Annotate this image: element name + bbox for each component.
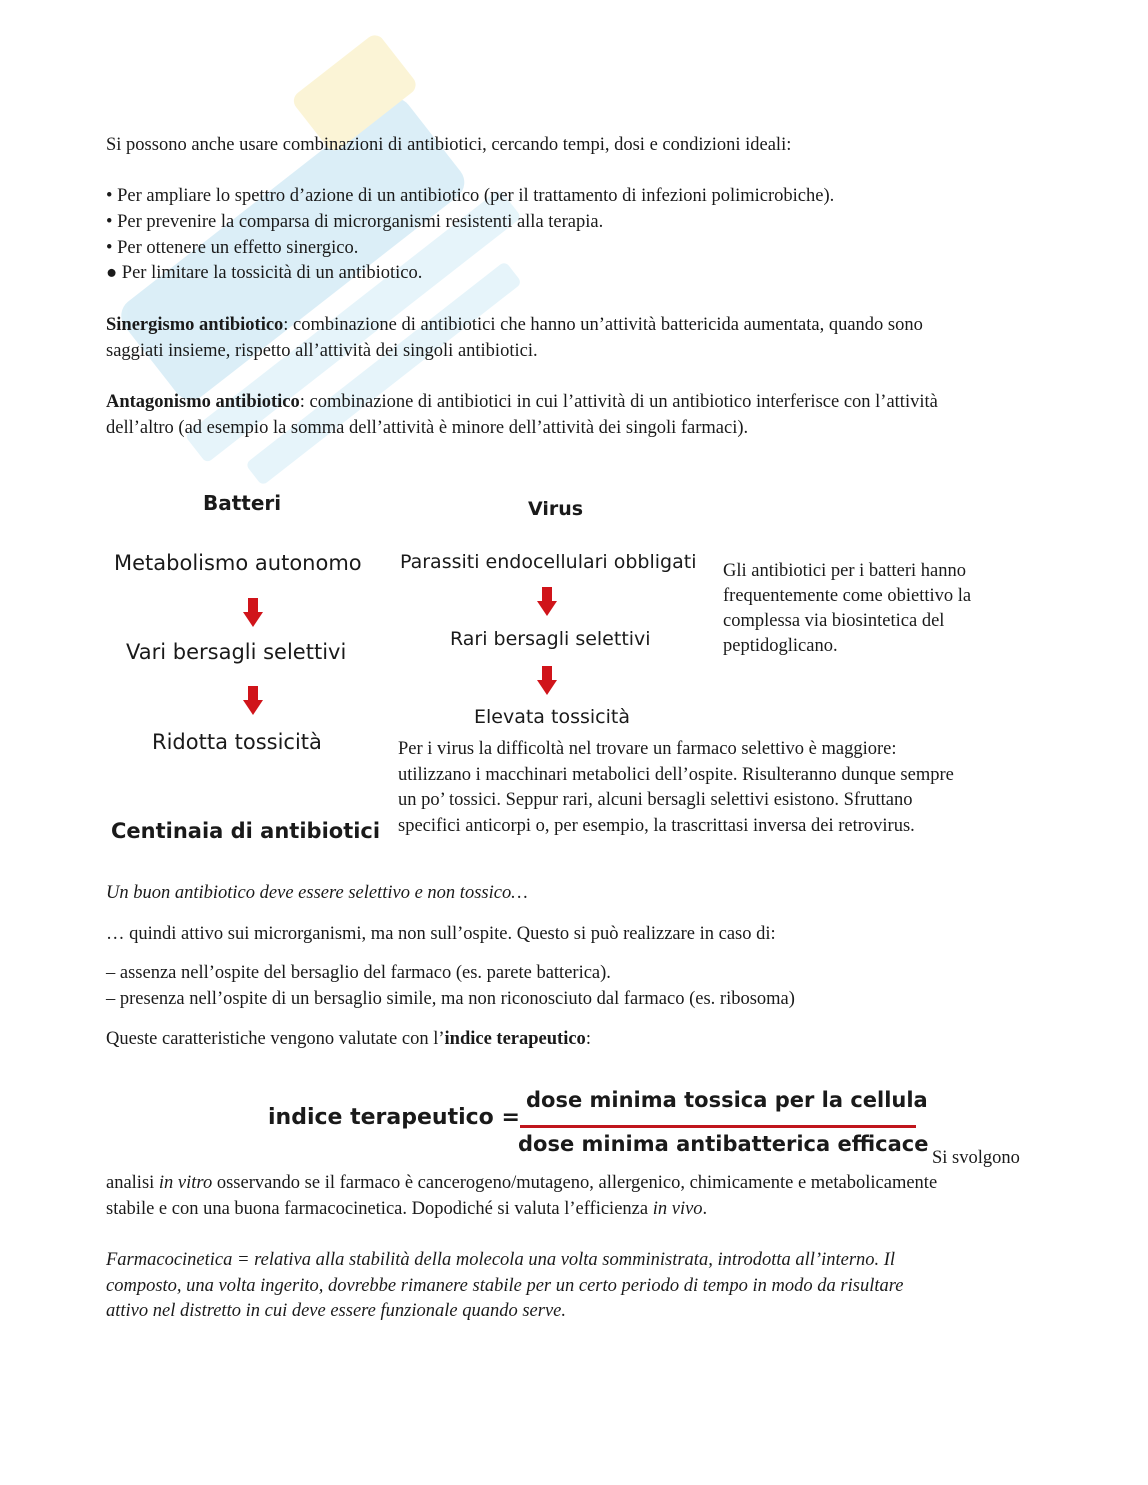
- bullet-item-1: • Per ampliare lo spettro d’azione di un antibiotico (per il trattamento di infezioni polimicrobiche).: [106, 186, 835, 206]
- virus-note-line-1: Per i virus la difficoltà nel trovare un farmaco selettivo è maggiore:: [398, 739, 897, 759]
- formula-numerator: dose minima tossica per la cellula: [526, 1088, 928, 1112]
- intro-text: Si possono anche usare combinazioni di antibiotici, cercando tempi, dosi e condizioni ideali:: [106, 135, 792, 155]
- virus-step-3: Elevata tossicità: [474, 706, 630, 728]
- arrow-down-icon: [243, 598, 263, 628]
- sinergismo-line-2: saggiati insieme, rispetto all’attività dei singoli antibiotici.: [106, 341, 538, 361]
- side-note-line-1: Gli antibiotici per i batteri hanno: [723, 561, 967, 581]
- case-line-2: – presenza nell’ospite di un bersaglio simile, ma non riconosciuto dal farmaco (es. ribosoma): [106, 989, 795, 1009]
- analysis-line-3: [106, 1196, 707, 1222]
- arrow-down-icon: [537, 587, 557, 617]
- batteri-footer: Centinaia di antibiotici: [111, 819, 381, 843]
- farmacocinetica-line-3: attivo nel distretto in cui deve essere funzionale quando serve.: [106, 1301, 566, 1321]
- batteri-step-3: Ridotta tossicità: [152, 730, 322, 754]
- antagonismo-line-2: dell’altro (ad esempio la somma dell’attività è minore dell’attività dei singoli farmaci).: [106, 418, 749, 438]
- analysis-l2-italic: in vitro: [158, 1173, 213, 1193]
- side-note-line-3: complessa via biosintetica del: [723, 611, 945, 631]
- analysis-l2-c: osservando se il farmaco è cancerogeno/mutageno, allergenico, chimicamente e metabolicamente: [212, 1173, 938, 1193]
- formula-denominator: dose minima antibatterica efficace: [518, 1132, 929, 1156]
- analysis-l2-a: analisi: [106, 1173, 159, 1193]
- virus-step-1: Parassiti endocellulari obbligati: [400, 551, 697, 573]
- bullet-item-4: ● Per limitare la tossicità di un antibiotico.: [106, 263, 423, 283]
- batteri-title: Batteri: [203, 491, 282, 515]
- formula-label: indice terapeutico =: [268, 1105, 520, 1130]
- farmacocinetica-line-2: composto, una volta ingerito, dovrebbe rimanere stabile per un certo periodo di tempo in modo da risultare: [106, 1276, 904, 1296]
- virus-note-line-3: un po’ tossici. Seppur rari, alcuni bersagli selettivi esistono. Sfruttano: [398, 790, 913, 810]
- antagonismo-line-1: [106, 389, 938, 415]
- good-antibiotic-text: Un buon antibiotico deve essere selettivo e non tossico…: [106, 883, 528, 903]
- case-line-1: – assenza nell’ospite del bersaglio del farmaco (es. parete batterica).: [106, 963, 611, 983]
- virus-note-line-2: utilizzano i macchinari metabolici dell’ospite. Risulteranno dunque sempre: [398, 765, 954, 785]
- bullet-item-2: • Per prevenire la comparsa di microrganismi resistenti alla terapia.: [106, 212, 604, 232]
- bullet-item-3: • Per ottenere un effetto sinergico.: [106, 238, 359, 258]
- analysis-l3-italic: in vivo: [652, 1199, 703, 1219]
- sinergismo-definition: : combinazione di antibiotici che hanno un’attività battericida aumentata, quando sono: [283, 315, 923, 335]
- side-note-line-4: peptidoglicano.: [723, 636, 838, 656]
- analysis-l3-c: .: [702, 1199, 708, 1219]
- sinergismo-line-1: [106, 312, 923, 338]
- fraction-bar: [520, 1125, 916, 1128]
- arrow-down-icon: [537, 666, 557, 696]
- index-intro-before: Queste caratteristiche vengono valutate con l’: [106, 1029, 445, 1049]
- arrow-down-icon: [243, 686, 263, 716]
- sinergismo-term: Sinergismo antibiotico: [106, 315, 284, 335]
- side-note-line-2: frequentemente come obiettivo la: [723, 586, 972, 606]
- virus-title: Virus: [528, 498, 584, 520]
- farmacocinetica-line-1: Farmacocinetica = relativa alla stabilità della molecola una volta somministrata, introdotta all’interno. Il: [106, 1250, 896, 1270]
- virus-note-line-4: specifici anticorpi o, per esempio, la trascrittasi inversa dei retrovirus.: [398, 816, 915, 836]
- batteri-step-1: Metabolismo autonomo: [114, 551, 362, 575]
- batteri-step-2: Vari bersagli selettivi: [126, 640, 347, 664]
- antagonismo-definition: : combinazione di antibiotici in cui l’attività di un antibiotico interferisce con l’attività: [299, 392, 938, 412]
- index-intro: [106, 1026, 591, 1052]
- antagonismo-term: Antagonismo antibiotico: [106, 392, 300, 412]
- analysis-tail: Si svolgono: [932, 1148, 1020, 1168]
- index-intro-after: :: [585, 1029, 591, 1049]
- virus-step-2: Rari bersagli selettivi: [450, 628, 651, 650]
- index-intro-term: indice terapeutico: [444, 1029, 586, 1049]
- analysis-line-2: [106, 1170, 937, 1196]
- analysis-l3-a: stabile e con una buona farmacocinetica. Dopodiché si valuta l’efficienza: [106, 1199, 653, 1219]
- therefore-text: … quindi attivo sui microrganismi, ma non sull’ospite. Questo si può realizzare in caso di:: [106, 924, 776, 944]
